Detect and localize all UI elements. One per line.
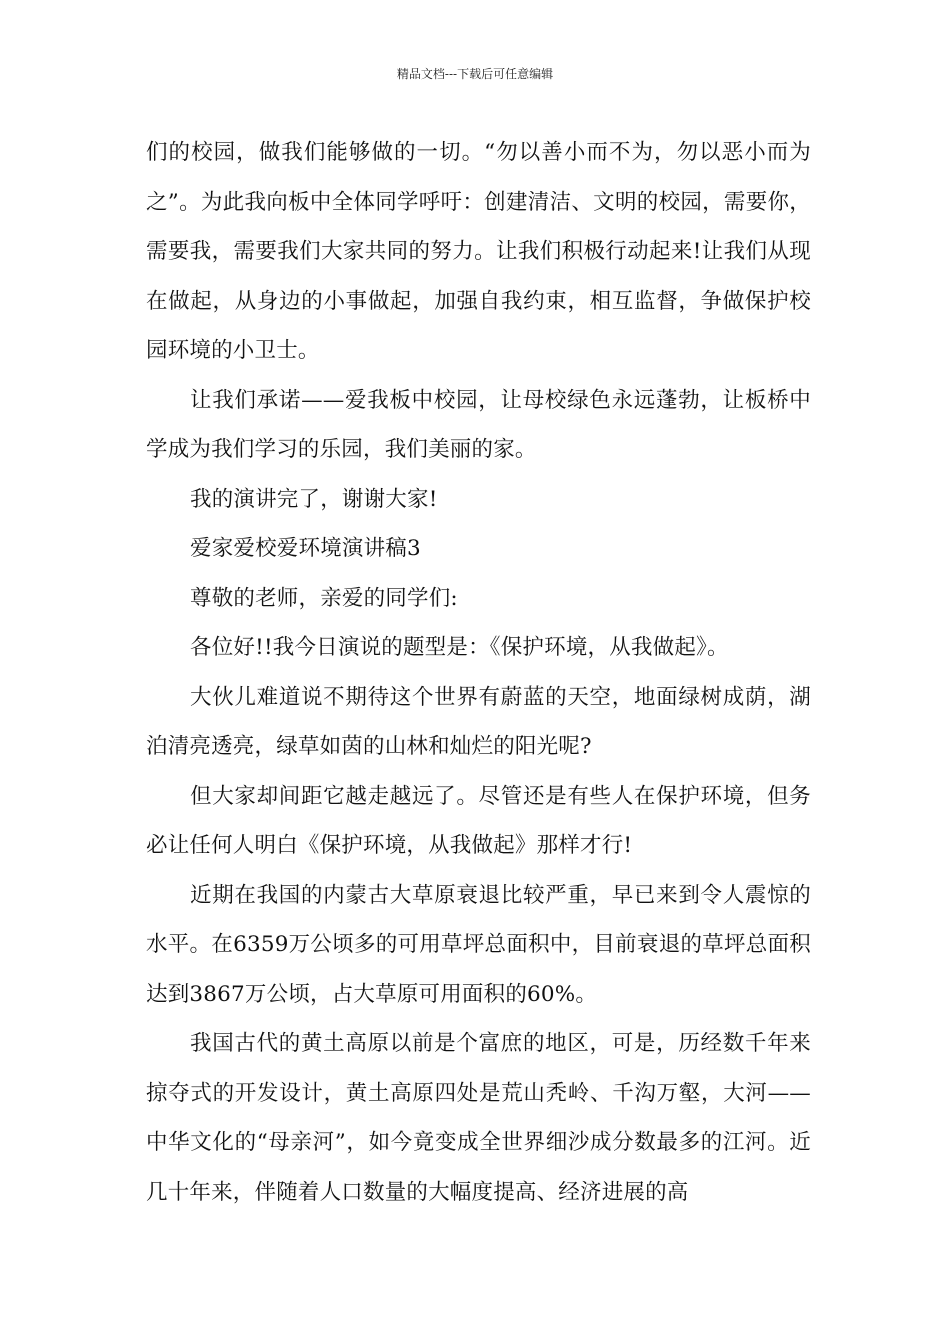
paragraph-hope: 大伙儿难道说不期待这个世界有蔚蓝的天空，地面绿树成荫，湖泊清亮透亮，绿草如茵的山林和灿烂的阳光呢? [146, 684, 811, 759]
salutation: 尊敬的老师，亲爱的同学们: [190, 585, 458, 611]
paragraph-continuation: 们的校园，做我们能够做的一切。“勿以善小而不为，勿以恶小而为之”。为此我向板中全体同学呼吁：创建清洁、文明的校园，需要你，需要我，需要我们大家共同的努力。让我们积极行动起来!让我们从现在做起，从身边的小事做起，加强自我约束，相互监督，争做保护校园环境的小卫士。 [146, 140, 811, 363]
paragraph-grassland: 近期在我国的内蒙古大草原衰退比较严重，早已来到令人震惊的水平。在6359万公顷多的可用草坪总面积中，目前衰退的草坪总面积达到3867万公顷，占大草原可用面积的60%。 [146, 882, 811, 1007]
document-body [146, 128, 811, 1217]
page-header: 精品文档---下载后可任意编辑 [396, 67, 554, 81]
paragraph-closing: 我的演讲完了，谢谢大家! [190, 486, 438, 512]
paragraph-topic: 各位好!!我今日演说的题型是：《保护环境，从我做起》。 [190, 635, 729, 660]
paragraph-promise: 让我们承诺——爱我板中校园，让母校绿色永远蓬勃，让板桥中学成为我们学习的乐园，我们美丽的家。 [146, 387, 811, 462]
paragraph-loess-plateau: 我国古代的黄土高原以前是个富庶的地区，可是，历经数千年来掠夺式的开发设计，黄土高原四处是荒山秃岭、千沟万壑，大河——中华文化的“母亲河”，如今竟变成全世界细沙成分数最多的江河。近几十年来，伴随着人口数量的大幅度提高、经济进展的高 [146, 1031, 811, 1205]
speech-title: 爱家爱校爱环境演讲稿3 [190, 536, 421, 561]
paragraph-distance: 但大家却间距它越走越远了。尽管还是有些人在保护环境，但务必让任何人明白《保护环境，从我做起》那样才行! [146, 783, 811, 858]
